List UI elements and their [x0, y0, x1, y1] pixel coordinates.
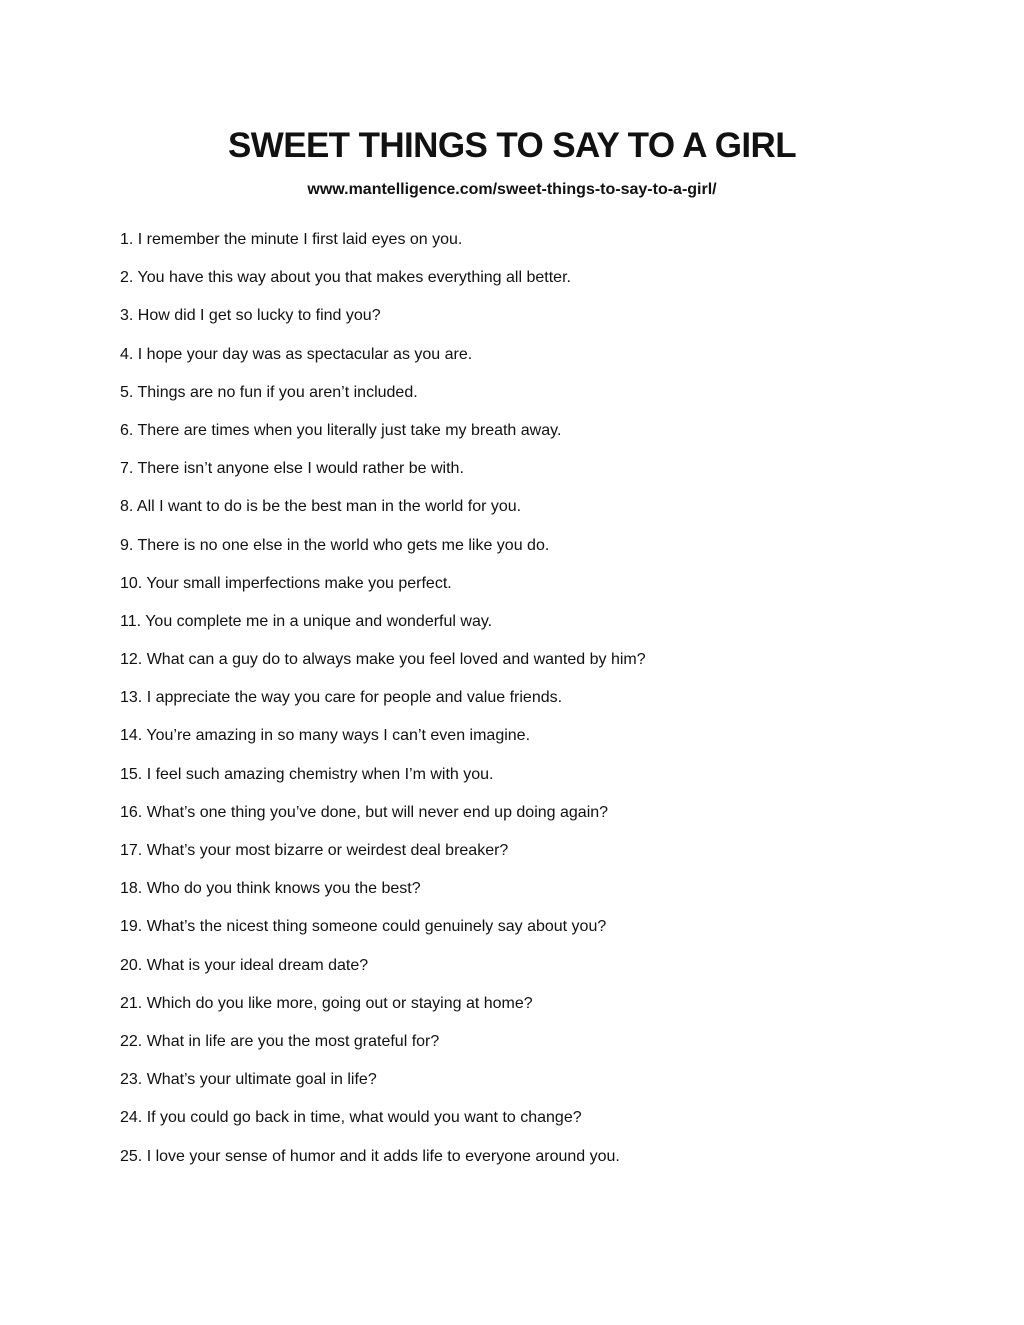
list-item: 20. What is your ideal dream date?	[120, 956, 369, 974]
list-item: 16. What’s one thing you’ve done, but will never end up doing again?	[120, 803, 609, 821]
page-title: SWEET THINGS TO SAY TO A GIRL	[228, 126, 796, 165]
list-item: 15. I feel such amazing chemistry when I’m with you.	[120, 765, 494, 783]
list-item: 4. I hope your day was as spectacular as you are.	[120, 345, 473, 363]
list-item: 1. I remember the minute I first laid eyes on you.	[120, 231, 463, 248]
list-item: 14. You’re amazing in so many ways I can’t even imagine.	[120, 727, 531, 745]
list-item: 23. What’s your ultimate goal in life?	[120, 1071, 377, 1089]
list-item: 2. You have this way about you that makes everything all better.	[120, 269, 571, 287]
list-item: 25. I love your sense of humor and it adds life to everyone around you.	[120, 1147, 620, 1165]
list-item: 19. What’s the nicest thing someone could genuinely say about you?	[120, 918, 607, 936]
list-item: 9. There is no one else in the world who gets me like you do.	[120, 536, 550, 554]
list-item: 11. You complete me in a unique and wonderful way.	[120, 612, 493, 630]
list-item: 18. Who do you think knows you the best?	[120, 880, 421, 898]
list-item: 5. Things are no fun if you aren’t included.	[120, 383, 418, 401]
list-item: 22. What in life are you the most grateful for?	[120, 1032, 440, 1050]
source-url: www.mantelligence.com/sweet-things-to-say-to-a-girl/	[307, 181, 717, 198]
list-item: 24. If you could go back in time, what would you want to change?	[120, 1109, 582, 1127]
list-item: 10. Your small imperfections make you perfect.	[120, 574, 452, 592]
list-item: 12. What can a guy do to always make you feel loved and wanted by him?	[120, 651, 646, 669]
list-item: 13. I appreciate the way you care for people and value friends.	[120, 689, 563, 707]
list-item: 17. What’s your most bizarre or weirdest deal breaker?	[120, 842, 509, 859]
list-item: 8. All I want to do is be the best man in the world for you.	[120, 498, 522, 516]
list-item: 3. How did I get so lucky to find you?	[120, 307, 381, 325]
quote-list	[120, 227, 920, 1182]
list-item: 21. Which do you like more, going out or staying at home?	[120, 994, 533, 1012]
list-item: 6. There are times when you literally just take my breath away.	[120, 421, 562, 439]
list-item: 7. There isn’t anyone else I would rather be with.	[120, 460, 464, 478]
